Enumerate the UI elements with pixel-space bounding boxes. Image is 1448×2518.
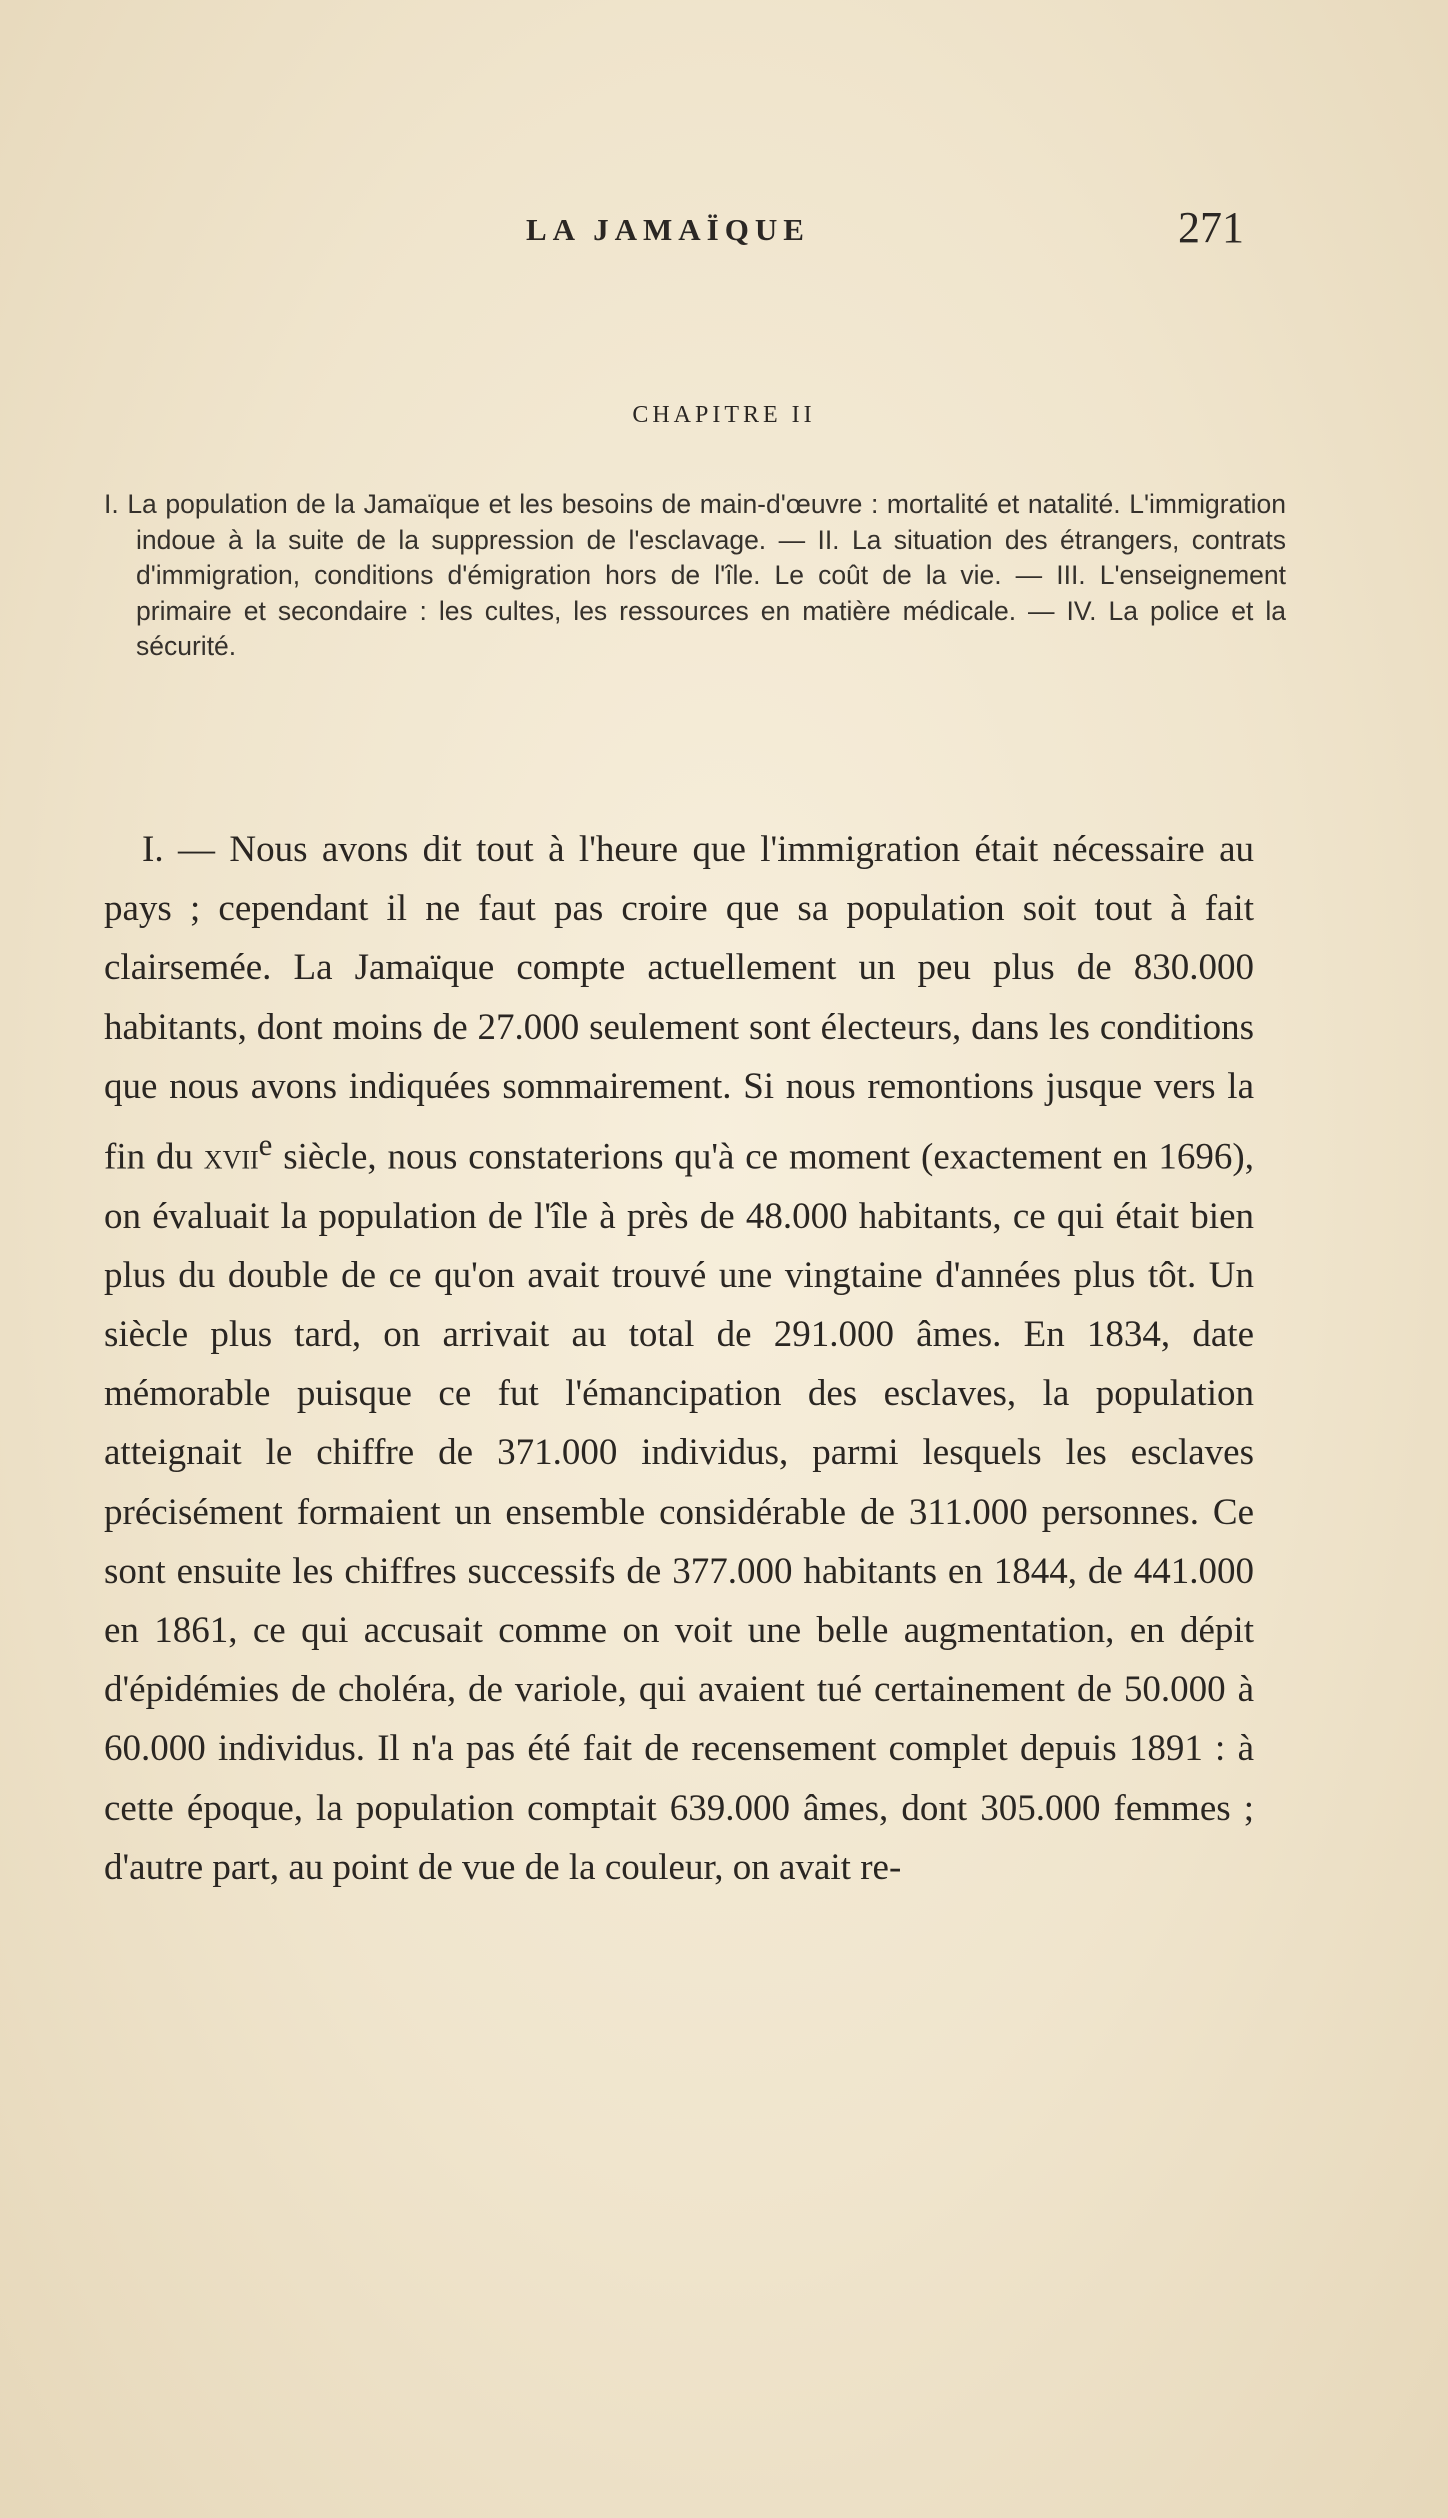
body-text-part-2: siècle, nous constaterions qu'à ce moment (exactement en 1696), on évaluait la population de l'île à près de 48.000 habitants, ce qui était bien plus du double de ce qu'on avait trouvé une vingtaine d'années plus tôt. Un siècle plus tard, on arrivait au total de 291.000 âmes. En 1834, date mémorable puisque ce fut l'émancipation des esclaves, la population atteignait le chiffre de 371.000 individus, parmi lesquels les esclaves précisément formaient un ensemble considérable de 311.000 personnes. Ce sont ensuite les chiffres successifs de 377.000 habitants en 1844, de 441.000 en 1861, ce qui accusait comme on voit une belle augmentation, en dépit d'épidémies de choléra, de variole, qui avaient tué certainement de 50.000 à 60.000 individus. Il n'a pas été fait de recensement complet depuis 1891 : à cette époque, la population comptait 639.000 âmes, dont 305.000 femmes ; d'autre part, au point de vue de la couleur, on avait re- (104, 1136, 1255, 1888)
running-header (0, 203, 1448, 258)
century-numeral: xvii (203, 1136, 259, 1178)
body-text-part-1: I. — Nous avons dit tout à l'heure que l'immigration était nécessaire au pays ; cependant il ne faut pas croire que sa population soit tout à fait clairsemée. La Jamaïque compte actuellement un peu plus de 830.000 habitants, dont moins de 27.000 seulement sont électeurs, dans les conditions que nous avons indiquées sommairement. Si nous remontions jusque vers la fin du (104, 829, 1254, 1178)
century-superscript: e (258, 1128, 273, 1163)
body-paragraph (104, 820, 1254, 1897)
page-number: 271 (1178, 203, 1244, 252)
chapter-title: CHAPITRE II (632, 402, 816, 428)
chapter-summary: I. La population de la Jamaïque et les besoins de main-d'œuvre : mortalité et natalité. L'immigration indoue à la suite de la suppression de l'esclavage. — II. La situation des étrangers, contrats d'immigration, conditions d'émigration hors de l'île. Le coût de la vie. — III. L'enseignement primaire et secondaire : les cultes, les ressources en matière médicale. — IV. La police et la sécurité. (104, 489, 1286, 661)
running-title: LA JAMAÏQUE (526, 212, 810, 247)
